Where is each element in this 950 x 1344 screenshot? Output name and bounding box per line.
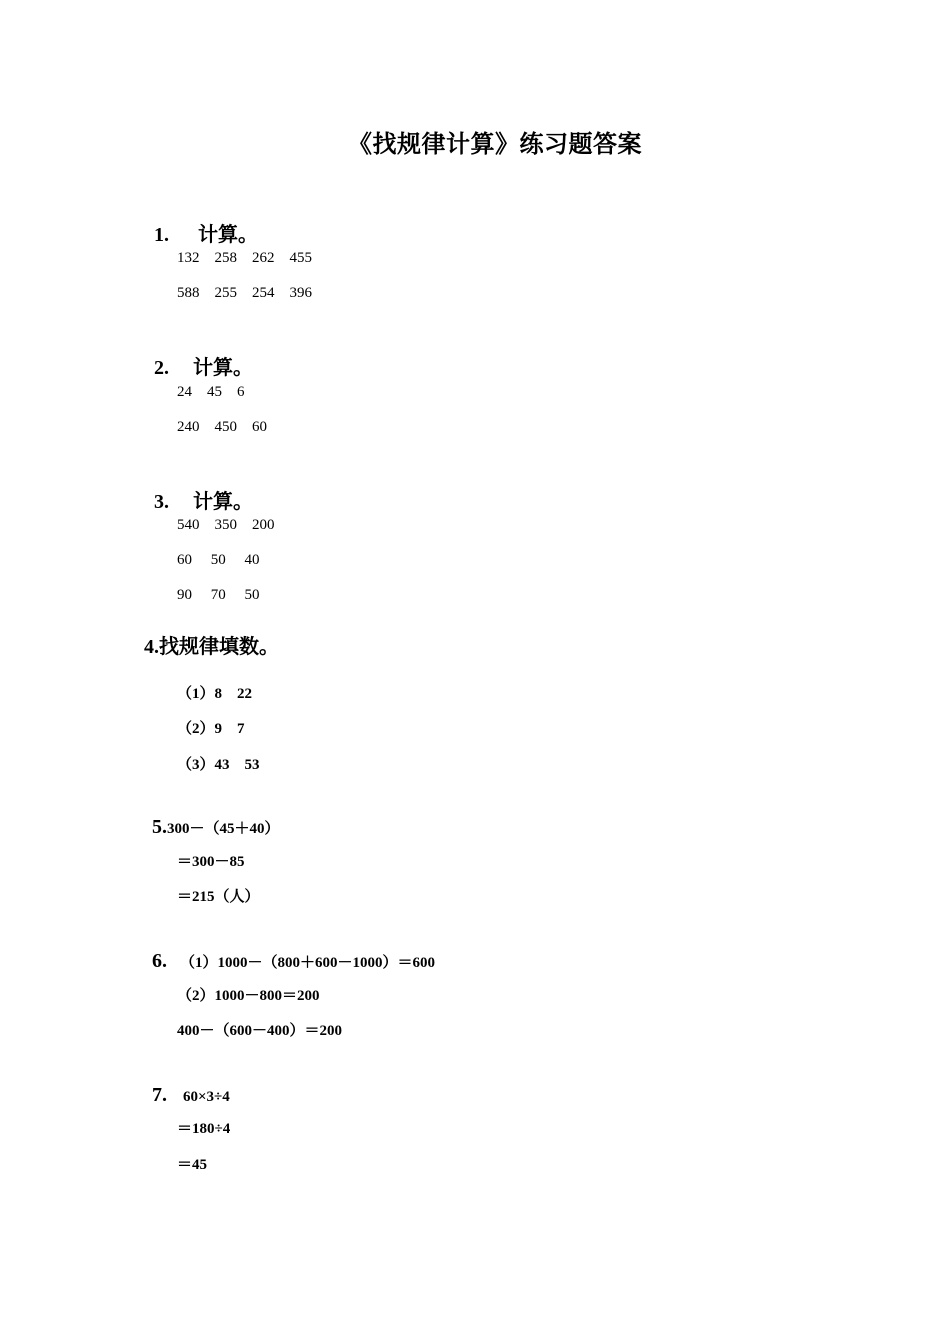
answer-line: 132 258 262 455 — [177, 250, 313, 266]
question-2-heading — [144, 328, 253, 380]
question-label: 计算。 — [193, 491, 253, 513]
question-number: 5. — [152, 816, 167, 838]
question-6-heading — [144, 932, 435, 973]
answer-line: 60 50 40 — [177, 552, 260, 568]
question-expression: 60×3÷4 — [183, 1089, 230, 1105]
answer-line: 588 255 254 396 — [177, 285, 313, 301]
question-number: 6. — [152, 950, 167, 972]
answer-line: （2）1000－800＝200 — [177, 988, 320, 1004]
question-number: 7. — [152, 1084, 167, 1106]
question-number: 2. — [154, 357, 169, 379]
answer-line: （2）9 7 — [177, 721, 245, 737]
question-label: 计算。 — [193, 357, 253, 379]
answer-line: 540 350 200 — [177, 517, 275, 533]
question-4-heading: 4.找规律填数。 — [144, 636, 279, 658]
page-title: 《找规律计算》练习题答案 — [348, 132, 642, 158]
question-expression: 300－（45＋40） — [167, 821, 280, 837]
answer-line: ＝215（人） — [177, 889, 260, 905]
question-3-heading — [144, 462, 253, 514]
answer-line: 90 70 50 — [177, 587, 260, 603]
question-label: 计算。 — [198, 224, 258, 246]
answer-line: ＝180÷4 — [177, 1121, 231, 1137]
question-1-heading — [144, 195, 258, 247]
answer-line: 240 450 60 — [177, 419, 268, 435]
question-expression: （1）1000－（800＋600－1000）＝600 — [180, 955, 436, 971]
question-7-heading — [144, 1066, 230, 1107]
answer-line: 24 45 6 — [177, 384, 245, 400]
answer-line: （3）43 53 — [177, 757, 260, 773]
answer-line: ＝300－85 — [177, 854, 245, 870]
question-number: 1. — [154, 224, 169, 246]
answer-line: ＝45 — [177, 1157, 208, 1173]
answer-line: （1）8 22 — [177, 686, 253, 702]
question-number: 3. — [154, 491, 169, 513]
question-5-heading — [144, 798, 280, 839]
answer-line: 400－（600－400）＝200 — [177, 1023, 343, 1039]
